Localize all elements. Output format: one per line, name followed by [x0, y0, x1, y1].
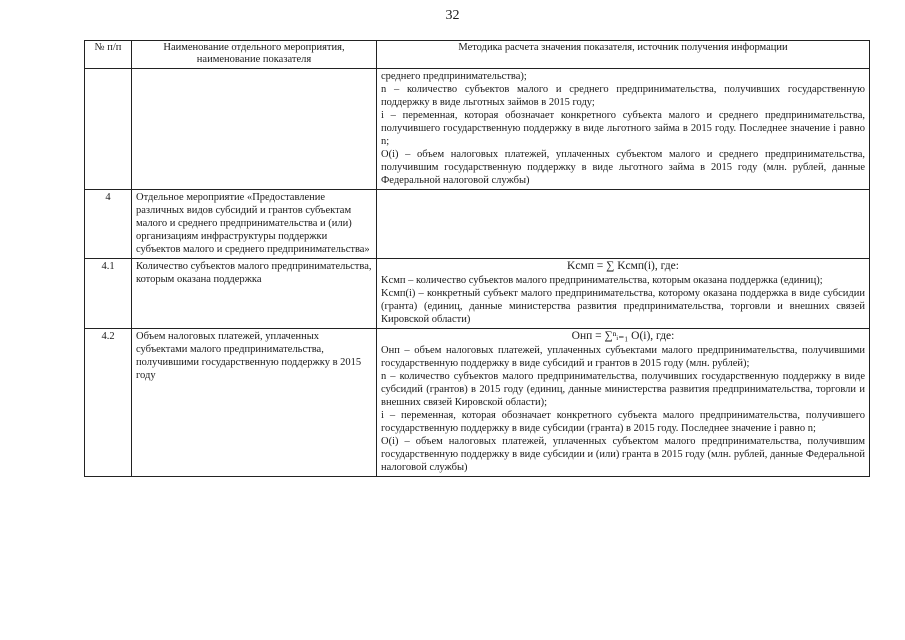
measures-table	[84, 40, 870, 477]
row-number: 4	[85, 190, 132, 259]
method-line: n – количество субъектов малого предпринимательства, получивших государственную поддержку в виде субсидий (грантов) в 2015 году (единиц, данные министерства развития предпринимательства, торговли и внешних связей Кировской области);	[381, 371, 865, 408]
page-number: 32	[445, 8, 460, 23]
method-line: O(i) – объем налоговых платежей, уплаченных субъектом малого предпринимательства, получившим государственную поддержку в виде субсидии и (или) гранта в 2015 году (млн. рублей, данные Федеральной налоговой службы)	[381, 436, 865, 473]
method-line: Kсмп(i) – конкретный субъект малого предпринимательства, которому оказана поддержка в виде субсидии (гранта) (единиц, данные министерства развития предпринимательства, торговли и внешних связей Кировской области)	[381, 288, 865, 325]
table-row	[85, 259, 870, 329]
method-line: Oнп – объем налоговых платежей, уплаченных субъектами малого предпринимательства, получившими государственную поддержку в виде субсидий и грантов в 2015 году (млн. рублей);	[381, 345, 865, 369]
method-line: Kсмп – количество субъектов малого предпринимательства, которым оказана поддержка (единиц);	[381, 275, 823, 286]
formula: Oнп = ∑ⁿᵢ₌₁ O(i), где:	[571, 330, 675, 342]
row-method	[377, 69, 870, 190]
row-number: 4.1	[85, 259, 132, 329]
row-name	[132, 69, 377, 190]
method-line: O(i) – объем налоговых платежей, уплаченных субъектом малого и среднего предпринимательства, получившим государственную поддержку в виде льготного займа в 2015 году (млн. рублей, данные Федеральной налоговой службы)	[381, 149, 865, 186]
row-method	[377, 329, 870, 477]
row-name: Объем налоговых платежей, уплаченных субъектами малого предпринимательства, получившими государственную поддержку в 2015 году	[132, 329, 377, 477]
row-number	[85, 69, 132, 190]
row-method	[377, 190, 870, 259]
header-method: Методика расчета значения показателя, источник получения информации	[377, 41, 870, 69]
table-row	[85, 190, 870, 259]
row-method	[377, 259, 870, 329]
row-name: Количество субъектов малого предпринимательства, которым оказана поддержка	[132, 259, 377, 329]
method-line: n – количество субъектов малого и среднего предпринимательства, получивших государственную поддержку в виде льготных займов в 2015 году;	[381, 84, 865, 108]
row-name: Отдельное мероприятие «Предоставление различных видов субсидий и грантов субъектам малого и среднего предпринимательства и (или) организациям инфраструктуры поддержки субъектов малого и среднего предпринимательства»	[132, 190, 377, 259]
formula: Kсмп = ∑ Kсмп(i), где:	[567, 260, 679, 272]
table-header-row	[85, 41, 870, 69]
method-line: среднего предпринимательства);	[381, 71, 527, 82]
header-measure-name: Наименование отдельного мероприятия, наименование показателя	[132, 41, 377, 69]
table-row	[85, 329, 870, 477]
header-number: № п/п	[85, 41, 132, 69]
row-number: 4.2	[85, 329, 132, 477]
table-row	[85, 69, 870, 190]
method-line: i – переменная, которая обозначает конкретного субъекта малого и среднего предпринимательства, получившего государственную поддержку в виде льготного займа в 2015 году. Последнее значение i равно n;	[381, 110, 865, 147]
method-line: i – переменная, которая обозначает конкретного субъекта малого предпринимательства, получившего государственную поддержку в виде субсидии (гранта) в 2015 году. Последнее значение i равно n;	[381, 410, 865, 434]
